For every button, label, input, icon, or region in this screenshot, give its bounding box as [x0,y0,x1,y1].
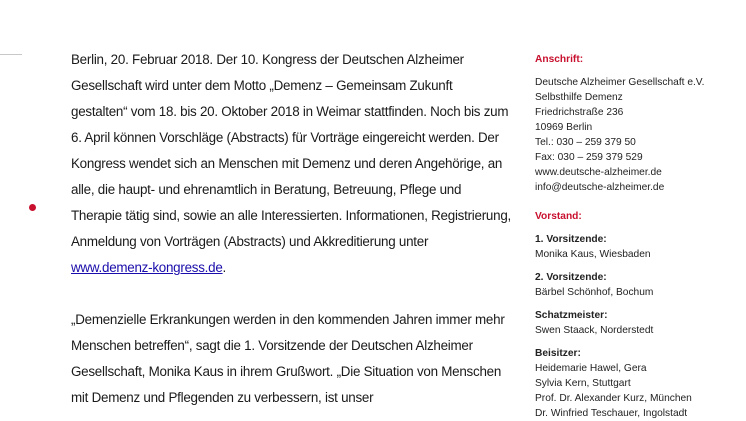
chair1-role: 1. Vorsitzende: [535,234,607,245]
website-text: www.deutsche-alzheimer.de [535,167,662,178]
assessor-name: Prof. Dr. Alexander Kurz, München [535,393,692,404]
congress-website-link[interactable]: www.demenz-kongress.de [71,260,223,275]
sidebar-contact [535,52,740,421]
email-text: info@deutsche-alzheimer.de [535,182,665,193]
press-release-body [71,47,511,411]
paragraph-1-text: Berlin, 20. Februar 2018. Der 10. Kongress der Deutschen Alzheimer Gesellschaft wird unter dem Motto „Demenz – Gemeinsam Zukunft gestalten“ vom 18. bis 20. Oktober 2018 in Weimar stattfinden. Noch bis zum 6. April können Vorschläge (Abstracts) für Vorträge eingereicht werden. Der Kongress wendet sich an Menschen mit Demenz und deren Angehörige, an alle, die haupt- und ehrenamtlich in Beratung, Betreuung, Pflege und Therapie tätig sind, sowie an alle Interessierten. Informationen, Registrierung, Anmeldung von Vorträgen (Abstracts) und Akkreditierung unter [71,52,511,249]
fax-number: Fax: 030 – 259 379 529 [535,152,643,163]
paragraph-2: „Demenzielle Erkrankungen werden in den kommenden Jahren immer mehr Menschen betreffen“, sagt die 1. Vorsitzende der Deutschen Alzheimer Gesellschaft, Monika Kaus in ihrem Grußwort. „Die Situation von Menschen mit Demenz und Pflegenden zu verbessern, ist unser [71,312,505,405]
address-line: Deutsche Alzheimer Gesellschaft e.V. [535,77,705,88]
chair1-name: Monika Kaus, Wiesbaden [535,249,651,260]
punch-mark-dot [29,204,36,211]
paragraph-1 [71,47,511,281]
assessors-role: Beisitzer: [535,348,581,359]
assessor-name: Sylvia Kern, Stuttgart [535,378,631,389]
chair2-name: Bärbel Schönhof, Bochum [535,287,654,298]
address-line: 10969 Berlin [535,122,593,133]
assessor-name: Heidemarie Hawel, Gera [535,363,647,374]
assessor-name: Dr. Winfried Teschauer, Ingolstadt [535,408,688,419]
board-heading: Vorstand: [535,211,582,222]
address-line: Selbsthilfe Demenz [535,92,623,103]
paragraph-1-end: . [222,260,227,275]
treasurer-role: Schatzmeister: [535,310,608,321]
chair2-role: 2. Vorsitzende: [535,272,607,283]
fold-mark [0,54,22,55]
address-heading: Anschrift: [535,54,584,65]
phone-number: Tel.: 030 – 259 379 50 [535,137,636,148]
address-line: Friedrichstraße 236 [535,107,624,118]
treasurer-name: Swen Staack, Norderstedt [535,325,654,336]
